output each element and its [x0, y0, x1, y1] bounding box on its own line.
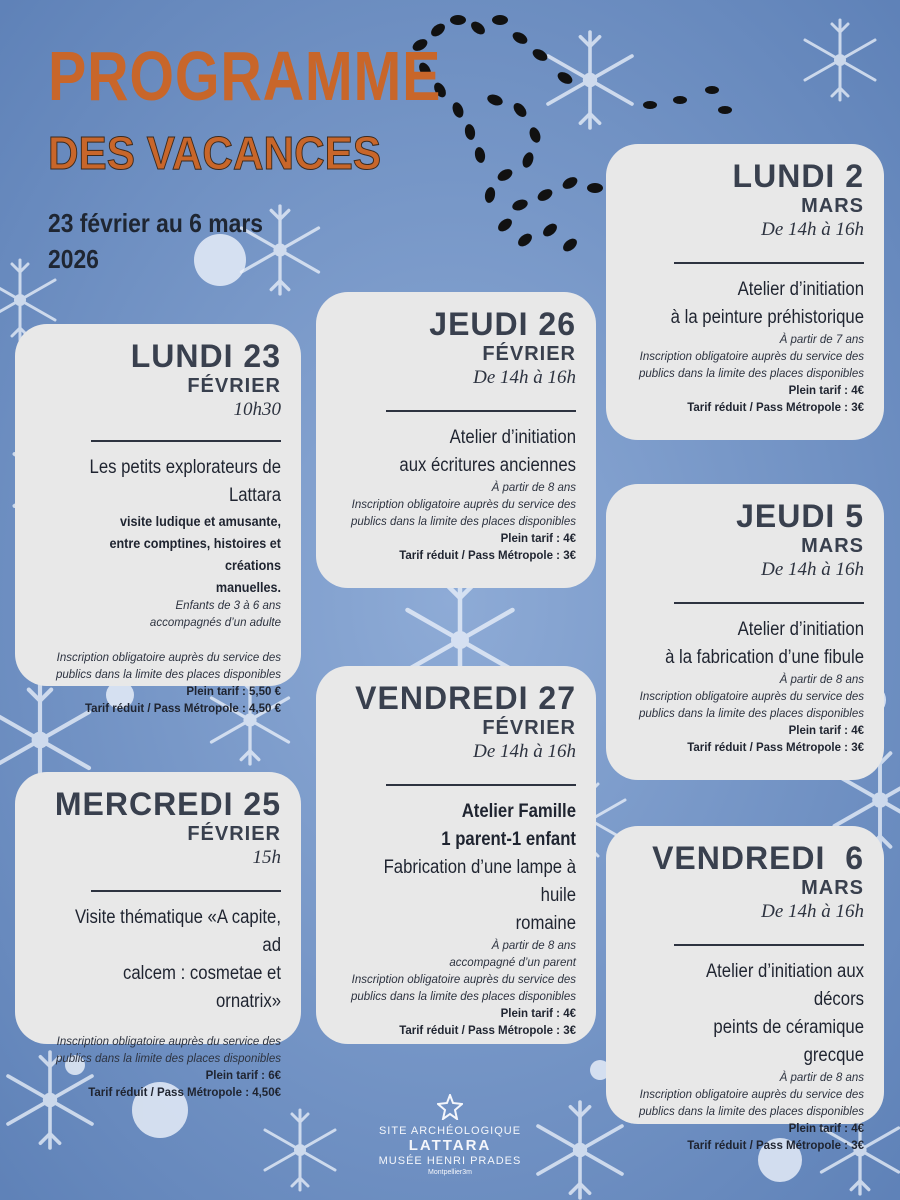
event-time: De 14h à 16h: [761, 219, 864, 240]
event-card-lundi-23: [15, 324, 301, 715]
vacances-title: DES VACANCES: [48, 127, 382, 179]
event-activity: peints de céramique grecque: [713, 1017, 864, 1066]
event-description-line: manuelles.: [215, 579, 281, 595]
event-reduced-price: Tarif réduit / Pass Métropole : 4,50€: [88, 1087, 281, 1099]
event-full-price: Plein tarif : 4€: [500, 533, 576, 545]
event-day: VENDREDI 6: [652, 840, 864, 876]
programme-title: PROGRAMME: [48, 37, 442, 115]
event-age: À partir de 7 ans: [779, 334, 864, 346]
event-month: MARS: [801, 877, 864, 899]
event-activity: calcem : cosmetae et ornatrix»: [123, 963, 281, 1012]
divider: [674, 602, 864, 604]
date-range-line: 23 février au 6 mars: [48, 208, 263, 238]
event-time: De 14h à 16h: [761, 901, 864, 922]
event-full-price: Plein tarif : 6€: [205, 1070, 281, 1082]
event-time: De 14h à 16h: [473, 741, 576, 762]
divider: [91, 890, 281, 892]
event-full-price: Plein tarif : 4€: [788, 1123, 864, 1135]
event-month: MARS: [801, 195, 864, 217]
event-day: VENDREDI 27: [355, 680, 576, 716]
event-card-jeudi-5: [606, 484, 884, 780]
date-range: [48, 205, 263, 277]
event-full-price: Plein tarif : 4€: [788, 385, 864, 397]
event-card-vendredi-6: [606, 826, 884, 1152]
event-day: JEUDI 5: [736, 498, 864, 534]
event-time: 15h: [252, 847, 281, 868]
event-activity: à la fabrication d’une fibule: [665, 647, 864, 668]
event-age: À partir de 8 ans: [779, 674, 864, 686]
event-description-line: visite ludique et amusante,: [119, 513, 281, 529]
event-inscription: Inscription obligatoire auprès du service des publics dans la limite des places disponibles: [638, 1089, 864, 1118]
logo-line-lattara: LATTARA: [408, 1137, 492, 1154]
event-activity: Les petits explorateurs de Lattara: [89, 457, 281, 506]
logo-line-site: SITE ARCHÉOLOGIQUE: [378, 1125, 522, 1137]
event-card-mercredi-25: [15, 772, 301, 1099]
year-line: 2026: [48, 244, 99, 274]
divider: [674, 262, 864, 264]
event-age: À partir de 8 ans: [491, 482, 576, 494]
event-activity: romaine: [515, 913, 576, 934]
event-activity: Visite thématique «A capite, ad: [74, 907, 281, 956]
event-card-jeudi-26: [316, 292, 596, 588]
event-full-price: Plein tarif : 5,50 €: [186, 686, 281, 698]
event-activity: Atelier d’initiation: [737, 279, 864, 300]
event-month: FÉVRIER: [187, 375, 281, 397]
divider: [674, 944, 864, 946]
event-time: De 14h à 16h: [761, 559, 864, 580]
event-inscription: Inscription obligatoire auprès du service des publics dans la limite des places disponibles: [350, 974, 576, 1003]
event-activity: aux écritures anciennes: [399, 455, 576, 476]
event-age: À partir de 8 ans: [779, 1072, 864, 1084]
event-activity: à la peinture préhistorique: [670, 307, 864, 328]
event-day: MERCREDI 25: [54, 786, 281, 822]
event-inscription: Inscription obligatoire auprès du service des publics dans la limite des places disponibles: [638, 351, 864, 380]
event-activity: Atelier d’initiation aux décors: [705, 961, 864, 1010]
event-reduced-price: Tarif réduit / Pass Métropole : 3€: [687, 742, 864, 754]
lattara-logo: [360, 1094, 540, 1177]
divider: [386, 410, 576, 412]
logo-line-city: Montpellier3m: [428, 1169, 472, 1176]
event-reduced-price: Tarif réduit / Pass Métropole : 3€: [399, 550, 576, 562]
event-full-price: Plein tarif : 4€: [500, 1008, 576, 1020]
event-inscription: Inscription obligatoire auprès du service des publics dans la limite des places disponibles: [55, 1036, 281, 1065]
event-activity-highlight: Atelier Famille: [461, 801, 576, 822]
event-reduced-price: Tarif réduit / Pass Métropole : 4,50 €: [85, 703, 281, 715]
event-age: accompagné d’un parent: [449, 957, 576, 969]
event-card-lundi-2: [606, 144, 884, 440]
logo-line-musee: MUSÉE HENRI PRADES: [378, 1155, 522, 1167]
event-age: À partir de 8 ans: [491, 940, 576, 952]
event-activity: Atelier d’initiation: [449, 427, 576, 448]
event-reduced-price: Tarif réduit / Pass Métropole : 3€: [687, 402, 864, 414]
event-day: JEUDI 26: [429, 306, 576, 342]
event-age: accompagnés d’un adulte: [149, 617, 281, 629]
event-month: FÉVRIER: [187, 823, 281, 845]
event-time: De 14h à 16h: [473, 367, 576, 388]
event-full-price: Plein tarif : 4€: [788, 725, 864, 737]
event-activity: Fabrication d’une lampe à huile: [383, 857, 576, 906]
event-reduced-price: Tarif réduit / Pass Métropole : 3€: [687, 1140, 864, 1152]
event-age: Enfants de 3 à 6 ans: [175, 600, 281, 612]
event-card-vendredi-27: [316, 666, 596, 1044]
event-inscription: Inscription obligatoire auprès du service des publics dans la limite des places disponibles: [350, 499, 576, 528]
event-inscription: Inscription obligatoire auprès du service des publics dans la limite des places disponibles: [638, 691, 864, 720]
event-day: LUNDI 2: [732, 158, 864, 194]
star-icon: [437, 1094, 463, 1120]
event-day: LUNDI 23: [130, 338, 281, 374]
event-reduced-price: Tarif réduit / Pass Métropole : 3€: [399, 1025, 576, 1037]
event-description-line: entre comptines, histoires et créations: [109, 535, 281, 573]
event-activity-highlight: 1 parent-1 enfant: [441, 829, 576, 850]
event-activity: Atelier d’initiation: [737, 619, 864, 640]
divider: [386, 784, 576, 786]
divider: [91, 440, 281, 442]
event-month: MARS: [801, 535, 864, 557]
event-time: 10h30: [233, 399, 281, 420]
event-month: FÉVRIER: [482, 717, 576, 739]
event-inscription: Inscription obligatoire auprès du service des publics dans la limite des places disponibles: [55, 652, 281, 681]
event-month: FÉVRIER: [482, 343, 576, 365]
